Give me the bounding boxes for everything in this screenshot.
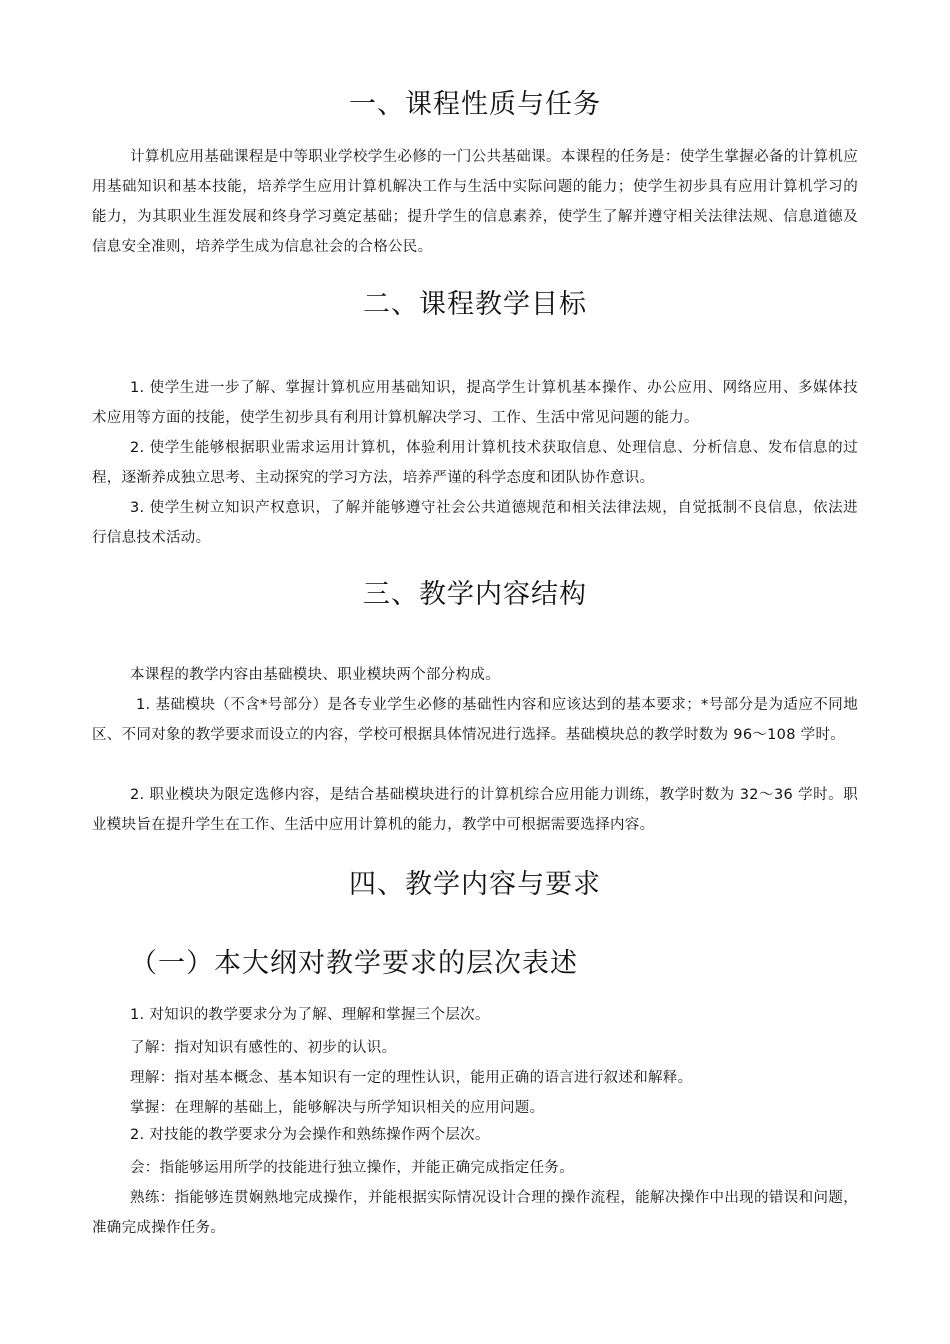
- section-1-title: 一、课程性质与任务: [349, 89, 601, 120]
- section-3-intro: 本课程的教学内容由基础模块、职业模块两个部分构成。: [130, 667, 500, 683]
- subsection-1-title: （一）本大纲对教学要求的层次表述: [130, 948, 578, 979]
- requirement-comprehend: 理解：指对基本概念、基本知识有一定的理性认识，能用正确的语言进行叙述和解释。: [130, 1070, 693, 1086]
- section-2-title: 二、课程教学目标: [363, 289, 587, 320]
- requirement-can-operate: 会：指能够运用所学的技能进行独立操作，并能正确完成指定任务。: [130, 1160, 574, 1176]
- section-4-title: 四、教学内容与要求: [349, 869, 601, 900]
- section-2-goal-1: 1. 使学生进一步了解、掌握计算机应用基础知识，提高学生计算机基本操作、办公应用、网络应用、多媒体技术应用等方面的技能，使学生初步具有利用计算机解决学习、工作、生活中常见问题的能力。: [92, 380, 858, 426]
- section-3-title: 三、教学内容结构: [363, 579, 587, 610]
- requirement-skill-levels: 2. 对技能的教学要求分为会操作和熟练操作两个层次。: [130, 1127, 490, 1143]
- section-2-goal-2: 2. 使学生能够根据职业需求运用计算机，体验利用计算机技术获取信息、处理信息、分析信息、发布信息的过程，逐渐养成独立思考、主动探究的学习方法，培养严谨的科学态度和团队协作意识。: [92, 440, 858, 486]
- requirement-understand-basic: 了解：指对知识有感性的、初步的认识。: [130, 1040, 397, 1056]
- requirement-knowledge-levels: 1. 对知识的教学要求分为了解、理解和掌握三个层次。: [130, 1007, 490, 1023]
- section-3-item-2: 2. 职业模块为限定选修内容，是结合基础模块进行的计算机综合应用能力训练，教学时数为 32～36 学时。职业模块旨在提升学生在工作、生活中应用计算机的能力，教学中可根据需要选择内容。: [92, 787, 858, 833]
- document-page: [92, 0, 858, 1344]
- section-3-item-1: 1. 基础模块（不含*号部分）是各专业学生必修的基础性内容和应该达到的基本要求；*号部分是为适应不同地区、不同对象的教学要求而设立的内容，学校可根据具体情况进行选择。基础模块总的教学时数为 96～108 学时。: [92, 697, 858, 743]
- requirement-proficient: 熟练：指能够连贯娴熟地完成操作，并能根据实际情况设计合理的操作流程，能解决操作中出现的错误和问题，准确完成操作任务。: [92, 1190, 858, 1236]
- requirement-master: 掌握：在理解的基础上，能够解决与所学知识相关的应用问题。: [130, 1100, 545, 1116]
- section-2-goal-3: 3. 使学生树立知识产权意识，了解并能够遵守社会公共道德规范和相关法律法规，自觉抵制不良信息，依法进行信息技术活动。: [92, 500, 858, 546]
- section-1-paragraph: 计算机应用基础课程是中等职业学校学生必修的一门公共基础课。本课程的任务是：使学生掌握必备的计算机应用基础知识和基本技能，培养学生应用计算机解决工作与生活中实际问题的能力；使学生初步具有应用计算机学习的能力，为其职业生涯发展和终身学习奠定基础；提升学生的信息素养，使学生了解并遵守相关法律法规、信息道德及信息安全准则，培养学生成为信息社会的合格公民。: [92, 149, 858, 255]
